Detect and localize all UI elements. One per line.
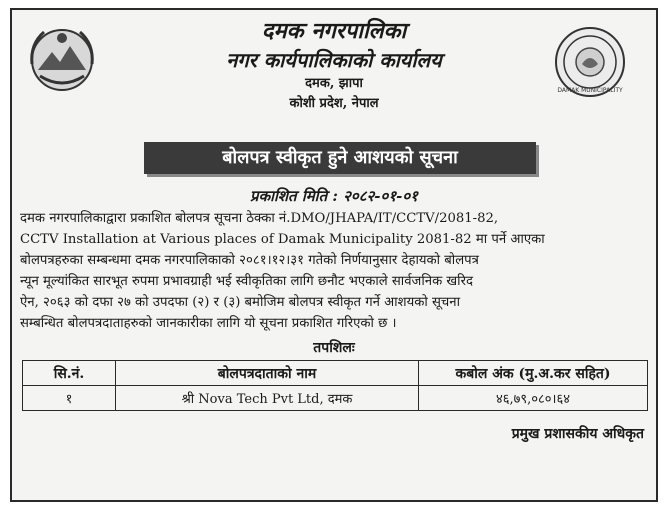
body-line: न्यून मूल्यांकित सारभूत रुपमा प्रभावग्राही भई स्वीकृतिका लागि छनौट भएकाले सार्वजनिक खरिद <box>20 274 473 289</box>
seal-text: DAMAK MUNICIPALITY <box>557 87 623 94</box>
address-city: दमक, झापा <box>305 76 363 91</box>
details-heading: तपशिलः <box>313 340 355 356</box>
address-province: कोशी प्रदेश, नेपाल <box>289 96 379 111</box>
published-date: प्रकाशित मिति : २०८२-०१-०१ <box>250 187 418 205</box>
municipality-name: दमक नगरपालिका <box>261 18 407 44</box>
office-titles <box>122 16 546 114</box>
column-header-bid-amount: कबोल अंक (मु.अ.कर सहित) <box>419 361 648 386</box>
bidder-table <box>22 360 648 411</box>
body-line: ऐन, २०६३ को दफा २७ को उपदफा (२) र (३) बमोजिम बोलपत्र स्वीकृत गर्ने आशयको सूचना <box>20 295 460 310</box>
body-line: सम्बन्धित बोलपत्रदाताहरुको जानकारीका लागि यो सूचना प्रकाशित गरिएको छ । <box>20 316 397 331</box>
damak-municipality-seal-icon <box>552 24 628 100</box>
notice-document <box>10 8 658 502</box>
cell-bid-amount: ४६,७९,०८०।६४ <box>419 386 648 411</box>
office-name: नगर कार्यपालिकाको कार्यालय <box>226 48 442 72</box>
notice-banner-title: बोलपत्र स्वीकृत हुने आशयको सूचना <box>144 142 536 174</box>
notice-body <box>20 208 648 334</box>
column-header-bidder-name: बोलपत्रदाताको नाम <box>116 361 419 386</box>
cell-sn: १ <box>23 386 116 411</box>
cell-bidder-name: श्री Nova Tech Pvt Ltd, दमक <box>116 386 419 411</box>
notice-header <box>12 10 656 140</box>
table-header-row <box>23 361 648 386</box>
body-line: बोलपत्रहरुका सम्बन्धमा दमक नगरपालिकाको २०८१।१२।३१ गतेको निर्णयानुसार देहायको बोलपत्र <box>20 253 479 268</box>
body-line: CCTV Installation at Various places of Damak Municipality 2081-82 मा पर्ने आएका <box>20 232 545 247</box>
body-line: दमक नगरपालिकाद्वारा प्रकाशित बोलपत्र सूचना ठेक्का नं.DMO/JHAPA/IT/CCTV/2081-82, <box>20 211 499 226</box>
column-header-sn: सि.नं. <box>23 361 116 386</box>
table-row <box>23 386 648 411</box>
signatory-title: प्रमुख प्रशासकीय अधिकृत <box>511 426 644 442</box>
nepal-emblem-icon <box>26 24 98 96</box>
